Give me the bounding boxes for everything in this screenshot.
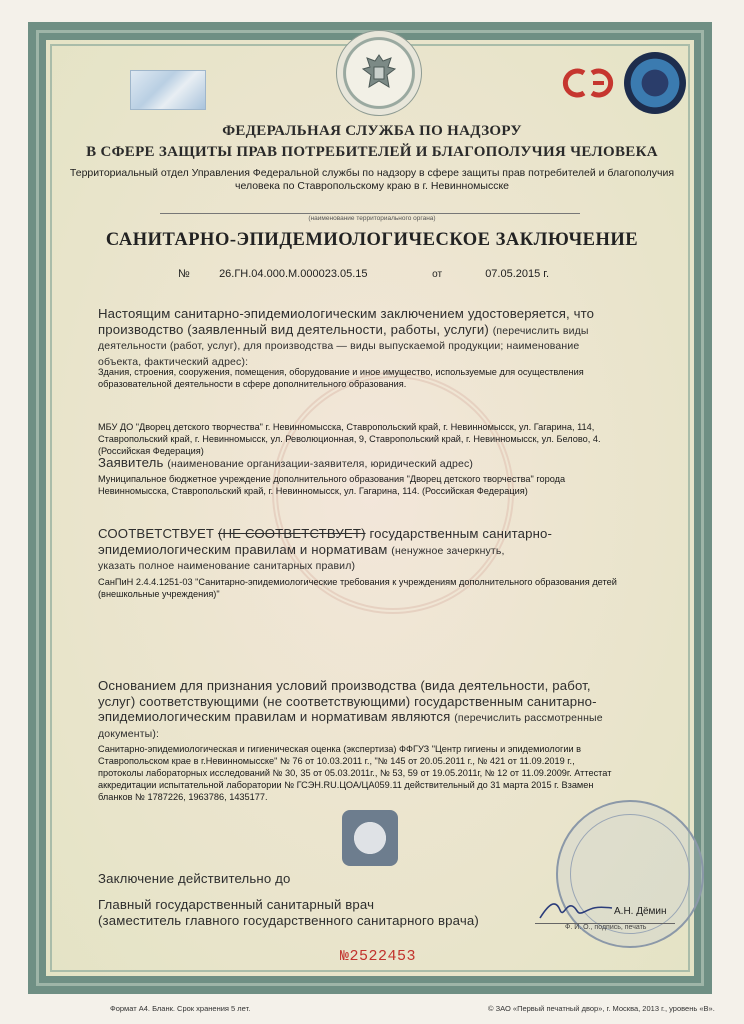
signatory-name: А.Н. Дёмин	[614, 906, 667, 917]
emblem-hologram-icon	[342, 810, 398, 866]
applicant-label: Заявитель	[98, 455, 164, 470]
date-label: от	[432, 269, 443, 280]
object-description: Здания, строения, сооружения, помещения, оборудование и иное имущество, используемые для осуществления образовательной деятельности в сфере дополнительного образования.	[98, 367, 584, 389]
section-certifies: Настоящим санитарно-эпидемиологическим заключением удостоверяется, что производство (заявленный вид деятельности, работы, услуги) (перечислить виды деятельности (работ, услуг), для производства — виды выпускаемой продукции; наименование объекта, фактический адрес):	[98, 306, 595, 368]
signatory-title: Главный государственный санитарный врач (заместитель главного государственного санитарного врача)	[98, 897, 479, 928]
complies-text: СООТВЕТСТВУЕТ	[98, 526, 215, 541]
validity-label: Заключение действительно до	[98, 871, 291, 886]
footer-left: Формат А4. Бланк. Срок хранения 5 лет.	[110, 1004, 251, 1013]
serial-number: №2522453	[340, 948, 417, 965]
conformity-section: СООТВЕТСТВУЕТ (НЕ СООТВЕТСТВУЕТ) государственным санитарно- эпидемиологическим правилам и нормативам (ненужное зачеркнуть, указать полное наименование санитарных правил)	[98, 526, 553, 572]
territorial-caption: (наименование территориального органа)	[308, 215, 436, 222]
footer-right: © ЗАО «Первый печатный двор», г. Москва, 2013 г., уровень «В».	[488, 1004, 715, 1013]
object-address: МБУ ДО "Дворец детского творчества" г. Невинномысска, Ставропольский край, г. Невинномысск, ул. Гагарина, 114, Ставропольский край, г. Невинномысск, ул. Революционная, 9, Ставропольский край, г. Невинномысск, ул. Белово, 4. (Российская Федерация)	[98, 422, 601, 456]
se-logo-icon	[560, 66, 616, 100]
not-complies-text: (НЕ СООТВЕТСТВУЕТ)	[217, 526, 366, 541]
document-title: САНИТАРНО-ЭПИДЕМИОЛОГИЧЕСКОЕ ЗАКЛЮЧЕНИЕ	[105, 230, 639, 250]
number-label: №	[178, 268, 190, 280]
applicant-hint: (наименование организации-заявителя, юридический адрес)	[167, 458, 474, 470]
agency-name: ФЕДЕРАЛЬНАЯ СЛУЖБА ПО НАДЗОРУ В СФЕРЕ ЗАЩИТЫ ПРАВ ПОТРЕБИТЕЛЕЙ И БЛАГОПОЛУЧИЯ ЧЕЛОВЕКА	[86, 123, 658, 160]
divider-line	[160, 213, 580, 214]
basis-section: Основанием для признания условий производства (вида деятельности, работ, услуг) соответствующими (не соответствующими) государственным санитарно- эпидемиологическим правилам и нормативам являются (перечислить рассмотренные документы):	[98, 678, 603, 740]
applicant-value: Муниципальное бюджетное учреждение дополнительного образования "Дворец детского творчества" города Невинномысска, Ставропольский край, г. Невинномысск, ул. Гагарина, 114. (Российская Федерация)	[98, 474, 566, 496]
state-emblem-icon	[336, 30, 422, 116]
territorial-body: Территориальный отдел Управления Федеральной службы по надзору в сфере защиты прав потребителей и благополучия человека по Ставропольскому краю в г. Невинномысске	[69, 167, 675, 192]
applicant-label-row	[98, 455, 688, 473]
document-number: 26.ГН.04.000.М.000023.05.15	[219, 268, 368, 280]
document-number-row	[178, 268, 549, 280]
hologram-sticker	[130, 70, 206, 110]
sanitary-rules-value: СанПиН 2.4.4.1251-03 "Санитарно-эпидемиологические требования к учреждениям дополнительного образования детей (внешкольные учреждения)"	[98, 577, 617, 599]
signature-caption: Ф. И. О., подпись, печать	[565, 924, 647, 931]
signature-icon	[536, 896, 616, 926]
basis-documents: Санитарно-эпидемиологическая и гигиеническая оценка (экспертиза) ФФГУЗ "Центр гигиены и эпидемиологии в Ставропольском крае в г.Невинномысске" № 76 от 10.03.2011 г., "№ 145 от 20.05.2011 г., № 421 от 11.09.2019 г., протоколы лабораторных исследований № 30, 35 от 05.03.2011г., № 53, 59 от 19.05.2011г, № 12 от 11.09.2009г. Аттестат аккредитации испытательной лаборатории № ГСЭН.RU.ЦОА/ЦА059.11 действительный до 31 марта 2015 г. Взамен бланков № 1787226, 1963786, 1435177.	[98, 744, 612, 802]
gost-hologram-icon	[624, 52, 686, 114]
document-date: 07.05.2015 г.	[485, 268, 550, 280]
